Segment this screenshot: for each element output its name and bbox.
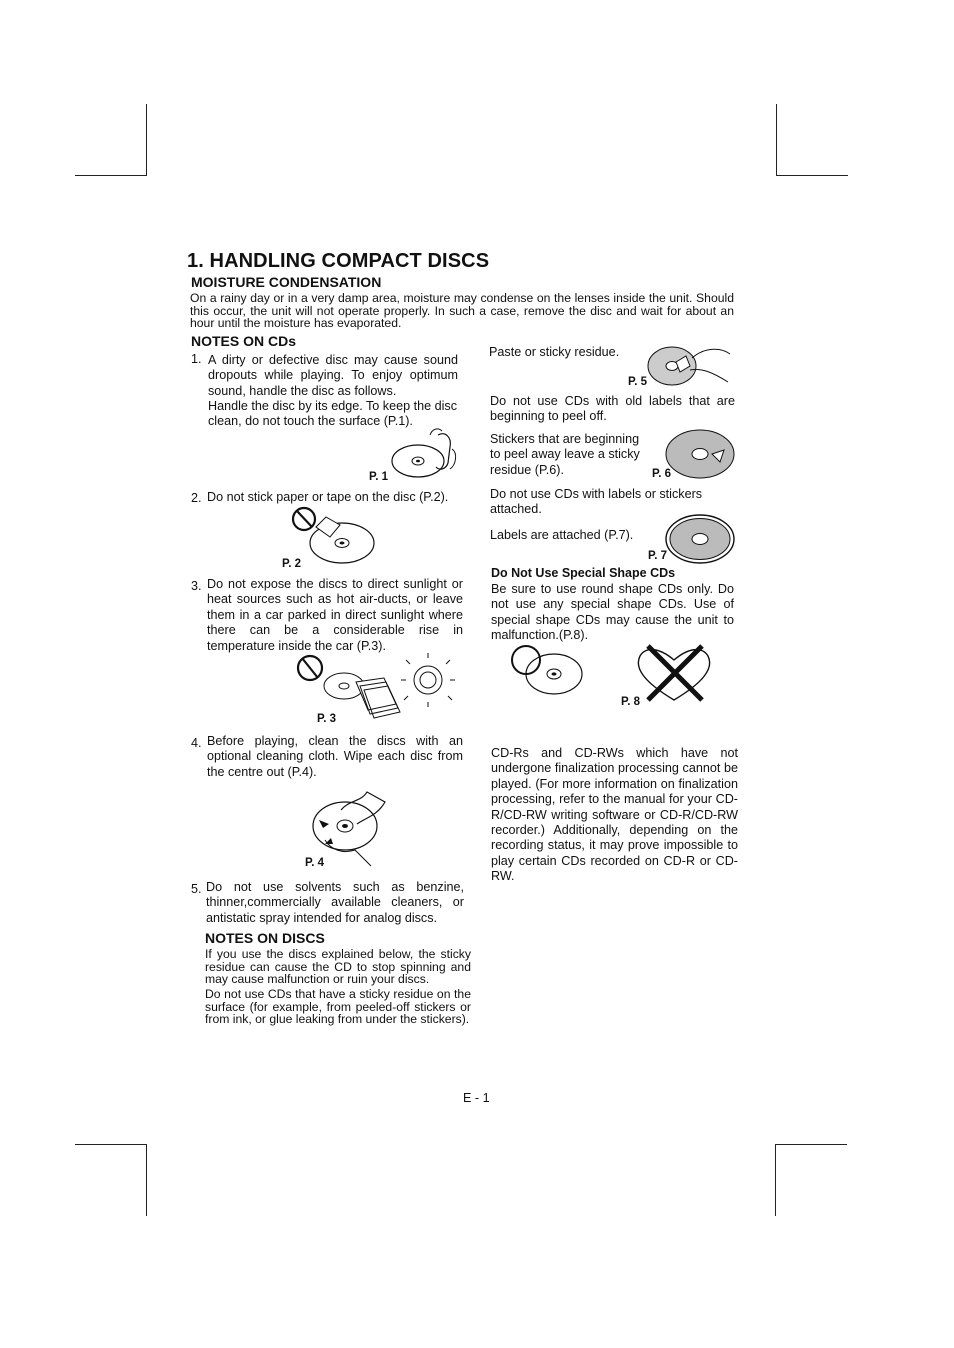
item-4-text: Before playing, clean the discs with an optional cleaning cloth. Wipe each disc from the centre out (P.4). <box>207 734 463 779</box>
notes-discs-text2: Do not use CDs that have a sticky residue on the surface (for example, from peeled-off stickers or from ink, or glue leaking from under the stickers). <box>205 987 471 1027</box>
moisture-text: On a rainy day or in a very damp area, moisture may condense on the lenses inside the unit. Should this occur, the unit will not operate properly. In such a case, remove the disc and wait for about an hour until the moisture has evaporated. <box>190 291 734 331</box>
crop-mark <box>775 1144 847 1145</box>
crop-mark <box>75 175 147 176</box>
item-number: 2. <box>191 491 202 505</box>
old-labels-text: Do not use CDs with old labels that are beginning to peel off. <box>490 394 735 424</box>
item-1-text2: Handle the disc by its edge. To keep the disc clean, do not touch the surface (P.1). <box>208 399 457 429</box>
crop-mark <box>776 104 777 176</box>
page-number: E - 1 <box>463 1091 490 1105</box>
special-shape-illustration <box>508 642 713 704</box>
item-1-text: A dirty or defective disc may cause sound dropouts while playing. To enjoy optimum sound, handle the disc as follows. <box>208 353 458 398</box>
crop-mark <box>146 1144 147 1216</box>
crop-mark <box>775 1144 776 1216</box>
disc-label-illustration <box>664 513 738 565</box>
figure-label: P. 1 <box>369 471 388 483</box>
crop-mark <box>776 175 848 176</box>
disc-residue-illustration <box>646 340 736 390</box>
p5-label: Paste or sticky residue. <box>489 345 620 359</box>
crop-mark <box>75 1144 147 1145</box>
special-shape-heading: Do Not Use Special Shape CDs <box>491 566 676 580</box>
disc-hand-illustration <box>390 425 470 480</box>
figure-label: P. 2 <box>282 558 301 570</box>
figure-label: P. 5 <box>628 376 647 388</box>
figure-label: P. 4 <box>305 857 324 869</box>
item-number: 5. <box>191 882 202 896</box>
notes-cds-heading: NOTES ON CDs <box>191 333 297 349</box>
special-shape-text: Be sure to use round shape CDs only. Do not use any special shape CDs. Use of special shape CDs may cause the unit to malfunction.(P.8). <box>491 582 734 643</box>
p6-label: Stickers that are beginning to peel away leave a sticky residue (P.6). <box>490 432 640 477</box>
figure-label: P. 7 <box>648 550 667 562</box>
item-3-text: Do not expose the discs to direct sunlight or heat sources such as hot air-ducts, or leave them in a car parked in direct sunlight where there can be a considerable rise in temperature inside the car (P.3). <box>207 577 463 653</box>
disc-sticker-illustration <box>664 428 738 480</box>
cdr-text: CD-Rs and CD-RWs which have not undergone finalization processing cannot be played. (For more information on finalization processing, refer to the manual for your CD-R/CD-RW writing software or CD-R/CD-RW recorder.) Additionally, depending on the recording status, it may prove impossible to play certain CDs recorded on CD-R or CD-RW. <box>491 746 738 884</box>
notes-discs-heading: NOTES ON DISCS <box>205 930 325 946</box>
item-number: 4. <box>191 736 202 750</box>
disc-tape-illustration <box>290 505 380 570</box>
figure-label: P. 3 <box>317 713 336 725</box>
section-title: 1. HANDLING COMPACT DISCS <box>187 250 490 272</box>
labels-stickers-text: Do not use CDs with labels or stickers attached. <box>490 487 703 517</box>
item-number: 3. <box>191 579 202 593</box>
figure-label: P. 8 <box>621 696 640 708</box>
figure-label: P. 6 <box>652 468 671 480</box>
crop-mark <box>146 104 147 176</box>
p7-label: Labels are attached (P.7). <box>490 528 634 542</box>
sunlight-heat-illustration <box>296 652 466 722</box>
item-5-text: Do not use solvents such as benzine, thinner,commercially available cleaners, or antistatic spray intended for analog discs. <box>206 880 464 925</box>
item-2-text: Do not stick paper or tape on the disc (P.2). <box>207 490 449 504</box>
notes-discs-text1: If you use the discs explained below, the sticky residue can cause the CD to stop spinning and may cause malfunction or ruin your discs. <box>205 947 471 987</box>
item-number: 1. <box>191 352 202 366</box>
moisture-heading: MOISTURE CONDENSATION <box>191 274 382 290</box>
